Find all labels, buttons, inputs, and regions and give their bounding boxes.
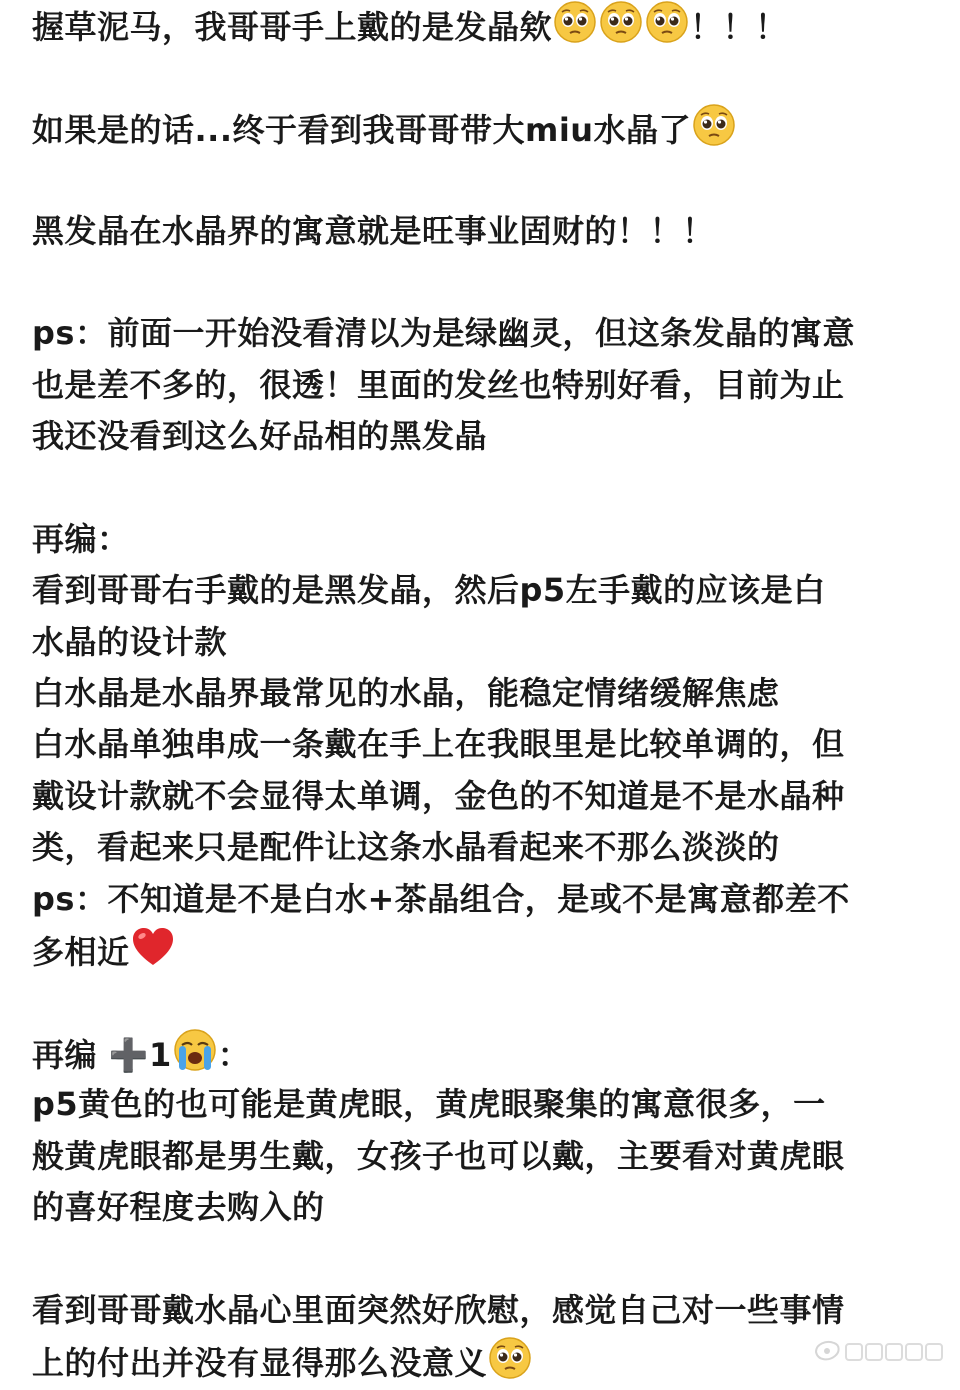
paragraph-line: 我还没看到这么好品相的黑发晶 (32, 417, 488, 456)
blank-line (32, 51, 928, 102)
blank-line (32, 463, 928, 514)
paragraph-line: 白水晶单独串成一条戴在手上在我眼里是比较单调的，但 (32, 725, 845, 764)
paragraph-line: 的喜好程度去购入的 (32, 1187, 325, 1226)
section-heading: 再编： (32, 519, 130, 558)
blank-line (32, 257, 928, 308)
paragraph-line: 也是差不多的，很透！里面的发丝也特别好看，目前为止 (32, 365, 845, 404)
exclamation-tail: ！！！ (690, 8, 788, 46)
paragraph-line (32, 1336, 928, 1387)
paragraph-line: 黑发晶在水晶界的寓意就是旺事业固财的！！！ (32, 211, 715, 250)
heavy-plus-icon: ➕ (108, 1035, 149, 1074)
paragraph-line: 白水晶是水晶界最常见的水晶，能稳定情绪缓解焦虑 (32, 674, 780, 713)
blank-line (32, 976, 928, 1027)
weibo-watermark-icon (802, 1332, 952, 1376)
paragraph-line: 类，看起来只是配件让这条水晶看起来不那么淡淡的 (32, 828, 780, 867)
pleading-face-icon (692, 103, 736, 147)
paragraph-text: 握草泥马，我哥哥手上戴的是发晶欸 (32, 8, 553, 46)
paragraph-line: ps：不知道是不是白水+茶晶组合，是或不是寓意都差不 (32, 879, 850, 918)
paragraph-line: p5黄色的也可能是黄虎眼，黄虎眼聚集的寓意很多，一 (32, 1085, 826, 1124)
blank-line (32, 154, 928, 205)
heading-text: 再编 (32, 1035, 98, 1074)
pleading-face-icon (645, 0, 689, 44)
paragraph-text: 上的付出并没有显得那么没意义 (32, 1344, 488, 1383)
paragraph-line (32, 0, 928, 51)
paragraph-line: 看到哥哥右手戴的是黑发晶，然后p5左手戴的应该是白 (32, 571, 826, 610)
paragraph-line: 水晶的设计款 (32, 622, 228, 661)
pleading-face-icon (599, 0, 643, 44)
paragraph-line (32, 103, 928, 154)
note-body (32, 0, 928, 1388)
heading-colon: ： (217, 1035, 251, 1074)
paragraph-text: 多相近 (32, 933, 130, 972)
paragraph-line: 般黄虎眼都是男生戴，女孩子也可以戴，主要看对黄虎眼 (32, 1136, 845, 1175)
paragraph-line: ps：前面一开始没看清以为是绿幽灵，但这条发晶的寓意 (32, 314, 855, 353)
pleading-face-icon (553, 0, 597, 44)
paragraph-line (32, 925, 928, 976)
section-heading (32, 1028, 928, 1079)
blank-line (32, 1233, 928, 1284)
loudly-crying-face-icon (173, 1028, 217, 1072)
heading-number: 1 (149, 1035, 172, 1074)
paragraph-line: 看到哥哥戴水晶心里面突然好欣慰，感觉自己对一些事情 (32, 1290, 845, 1329)
pleading-face-icon (488, 1336, 532, 1380)
paragraph-line: 戴设计款就不会显得太单调，金色的不知道是不是水晶种 (32, 776, 845, 815)
paragraph-text: 如果是的话...终于看到我哥哥带大miu水晶了 (32, 110, 692, 149)
red-heart-icon (131, 925, 175, 969)
